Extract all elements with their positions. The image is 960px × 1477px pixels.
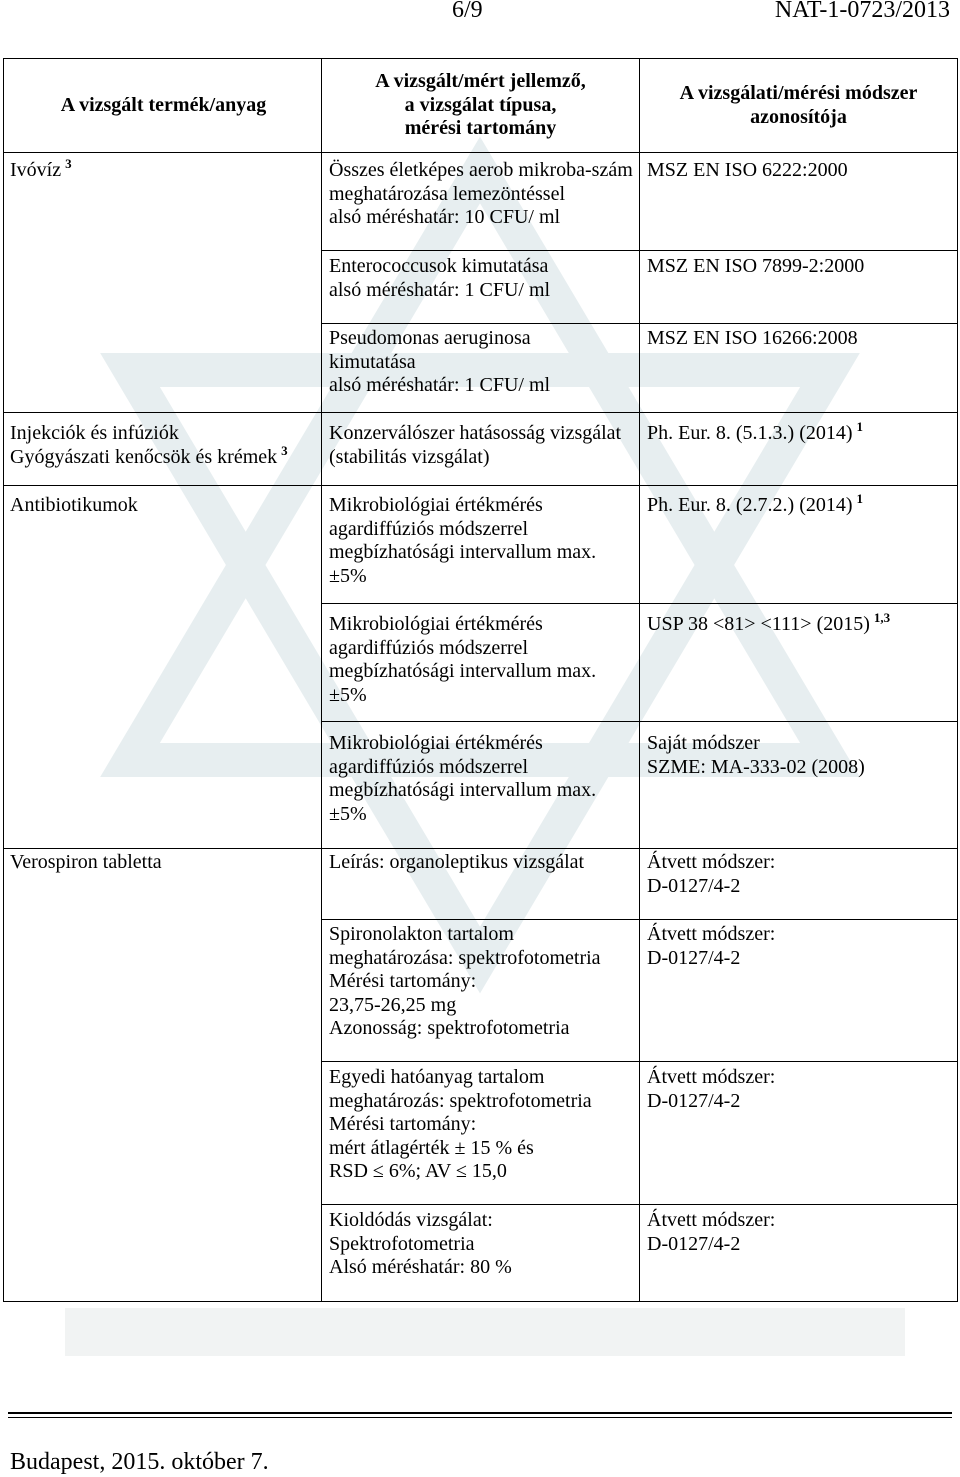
- product-cell: [3, 412, 321, 485]
- method-text: USP 38 <81> <111> (2015): [647, 613, 870, 635]
- characteristic-cell: Mikrobiológiai értékmérés agardiffúziós módszerrel megbízhatósági intervallum max. ±5%: [321, 603, 639, 721]
- characteristic-cell: Egyedi hatóanyag tartalom meghatározás: spektrofotometria Mérési tartomány: mért átlagérték ± 15 % és RSD ≤ 6%; AV ≤ 15,0: [321, 1061, 639, 1204]
- footnote-marker: 1,3: [873, 610, 891, 625]
- method-cell: Átvett módszer: D-0127/4-2: [639, 1061, 957, 1204]
- method-text: Ph. Eur. 8. (2.7.2.) (2014): [647, 494, 853, 516]
- characteristic-cell: Összes életképes aerob mikroba-szám meghatározása lemezöntéssel alsó méréshatár: 10 CFU/ ml: [321, 152, 639, 250]
- method-cell: Átvett módszer: D-0127/4-2: [639, 1204, 957, 1301]
- characteristic-cell: Mikrobiológiai értékmérés agardiffúziós módszerrel megbízhatósági intervallum max. ±5%: [321, 485, 639, 603]
- product-name: Injekciók és infúziók Gyógyászati kenőcsök és krémek: [10, 422, 278, 468]
- method-cell: MSZ EN ISO 6222:2000: [639, 152, 957, 250]
- footnote-marker: 1: [856, 491, 864, 506]
- characteristic-cell: Mikrobiológiai értékmérés agardiffúziós módszerrel megbízhatósági intervallum max. ±5%: [321, 721, 639, 848]
- characteristic-cell: Enterococcusok kimutatása alsó méréshatár: 1 CFU/ ml: [321, 250, 639, 323]
- footnote-marker: 1: [856, 419, 864, 434]
- product-name: Ivóvíz: [10, 159, 62, 181]
- method-cell: [639, 603, 957, 721]
- product-name: Verospiron tabletta: [10, 851, 162, 873]
- product-name: Antibiotikumok: [10, 494, 138, 516]
- column-header-product: [3, 58, 321, 152]
- product-cell: [3, 152, 321, 412]
- method-cell: MSZ EN ISO 16266:2008: [639, 323, 957, 412]
- product-cell: [3, 485, 321, 848]
- method-cell: Átvett módszer: D-0127/4-2: [639, 919, 957, 1061]
- footnote-marker: 3: [65, 156, 72, 171]
- accreditation-scope-table: [3, 58, 958, 1302]
- column-header-characteristic: [321, 58, 639, 152]
- method-cell: [639, 485, 957, 603]
- page-number: 6/9: [452, 0, 483, 23]
- method-cell: MSZ EN ISO 7899-2:2000: [639, 250, 957, 323]
- product-cell: [3, 848, 321, 1301]
- column-header-characteristic-label: A vizsgált/mért jellemző, a vizsgálat típusa, mérési tartomány: [375, 70, 586, 140]
- footnote-marker: 3: [281, 442, 288, 458]
- column-header-product-label: A vizsgált termék/anyag: [60, 93, 267, 116]
- characteristic-cell: Pseudomonas aeruginosa kimutatása alsó méréshatár: 1 CFU/ ml: [321, 323, 639, 412]
- column-header-method: [639, 58, 957, 152]
- characteristic-cell: Kioldódás vizsgálat: Spektrofotometria Alsó méréshatár: 80 %: [321, 1204, 639, 1301]
- method-cell: Saját módszer SZME: MA-333-02 (2008): [639, 721, 957, 848]
- column-header-method-label: A vizsgálati/mérési módszer azonosítója: [679, 82, 918, 128]
- characteristic-cell: Konzerválószer hatásosság vizsgálat (stabilitás vizsgálat): [321, 412, 639, 485]
- document-id: NAT-1-0723/2013: [774, 0, 950, 23]
- footer-place-date: Budapest, 2015. október 7.: [10, 1449, 269, 1475]
- method-text: Ph. Eur. 8. (5.1.3.) (2014): [647, 422, 853, 444]
- characteristic-cell: Leírás: organoleptikus vizsgálat: [321, 848, 639, 919]
- method-cell: Átvett módszer: D-0127/4-2: [639, 848, 957, 919]
- footer-rule: [8, 1412, 952, 1418]
- method-cell: [639, 412, 957, 485]
- characteristic-cell: Spironolakton tartalom meghatározása: spektrofotometria Mérési tartomány: 23,75-26,25 mg Azonosság: spektrofotometria: [321, 919, 639, 1061]
